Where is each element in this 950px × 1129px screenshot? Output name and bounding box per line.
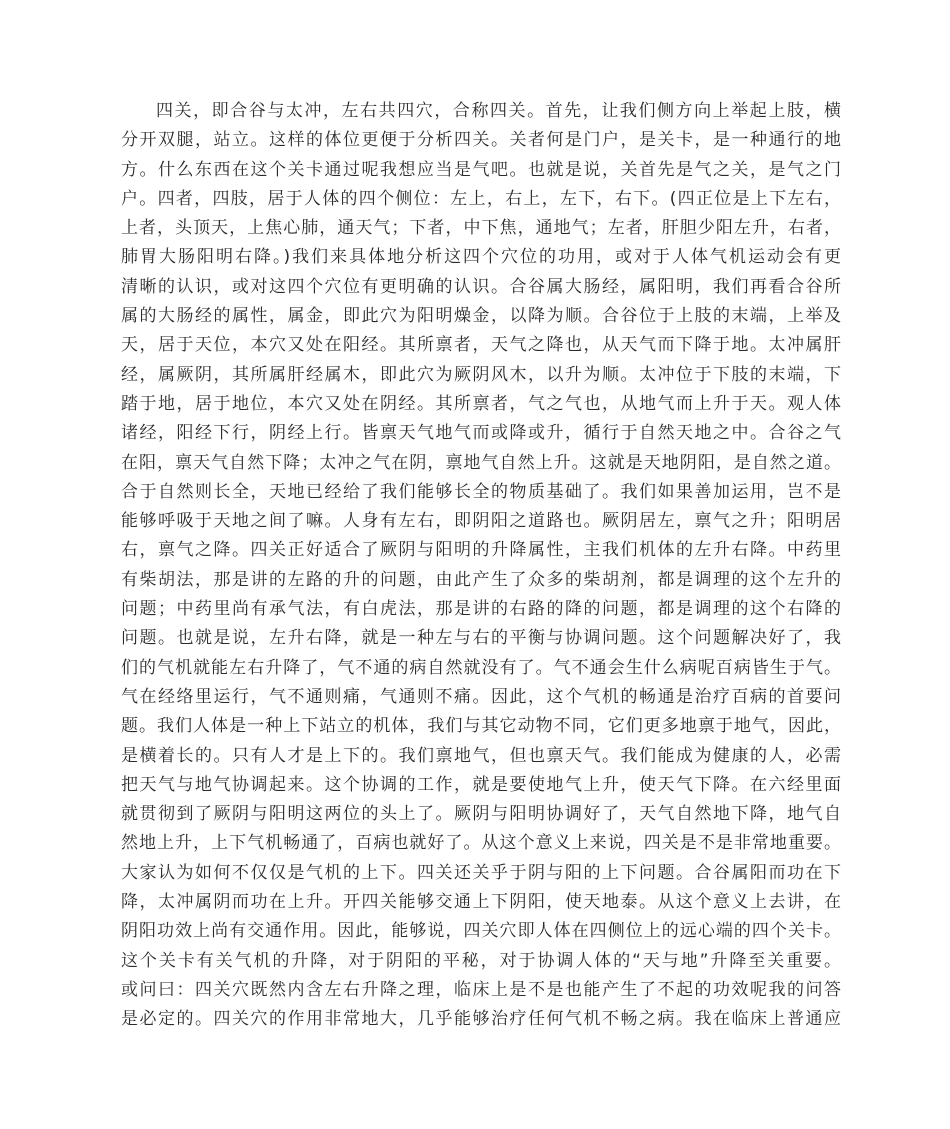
text-line: 天，居于天位，本穴又处在阳经。其所禀者，天气之降也，从天气而下降于地。太冲属肝 bbox=[121, 335, 841, 356]
text-line: 方。什么东西在这个关卡通过呢我想应当是气吧。也就是说，关首先是气之关，是气之门 bbox=[121, 159, 841, 180]
text-line: 是横着长的。只有人才是上下的。我们禀地气，但也禀天气。我们能成为健康的人，必需 bbox=[121, 745, 841, 766]
text-line: 在阳，禀天气自然下降；太冲之气在阴，禀地气自然上升。这就是天地阴阳，是自然之道。 bbox=[121, 452, 841, 473]
text-line: 属的大肠经的属性，属金，即此穴为阳明燥金，以降为顺。合谷位于上肢的末端，上举及 bbox=[121, 306, 841, 327]
text-line: 四关，即合谷与太冲，左右共四穴，合称四关。首先，让我们侧方向上举起上肢，横 bbox=[156, 101, 841, 121]
text-line: 右，禀气之降。四关正好适合了厥阴与阳明的升降属性，主我们机体的左升右降。中药里 bbox=[121, 540, 841, 561]
text-line: 上者，头顶天，上焦心肺，通天气；下者，中下焦，通地气；左者，肝胆少阳左升，右者， bbox=[121, 218, 841, 239]
text-line: 问题。也就是说，左升右降，就是一种左与右的平衡与协调问题。这个问题解决好了，我 bbox=[121, 628, 841, 649]
text-line: 分开双腿，站立。这样的体位更便于分析四关。关者何是门户，是关卡，是一种通行的地 bbox=[121, 130, 841, 151]
text-line: 户。四者，四肢，居于人体的四个侧位：左上，右上，左下，右下。(四正位是上下左右， bbox=[121, 188, 841, 209]
text-line: 然地上升，上下气机畅通了，百病也就好了。从这个意义上来说，四关是不是非常地重要。 bbox=[121, 833, 841, 854]
text-line: 踏于地，居于地位，本穴又处在阴经。其所禀者，气之气也，从地气而上升于天。观人体 bbox=[121, 393, 841, 414]
text-line: 们的气机就能左右升降了，气不通的病自然就没有了。气不通会生什么病呢百病皆生于气。 bbox=[121, 657, 841, 678]
text-line: 是必定的。四关穴的作用非常地大，几乎能够治疗任何气机不畅之病。我在临床上普通应 bbox=[121, 1009, 841, 1030]
text-line: 降，太冲属阴而功在上升。开四关能够交通上下阴阳，使天地泰。从这个意义上去讲，在 bbox=[121, 892, 841, 913]
text-line: 肺胃大肠阳明右降。)我们来具体地分析这四个穴位的功用，或对于人体气机运动会有更 bbox=[121, 247, 841, 268]
text-line: 问题；中药里尚有承气法，有白虎法，那是讲的右路的降的问题，都是调理的这个右降的 bbox=[121, 599, 841, 620]
text-line: 大家认为如何不仅仅是气机的上下。四关还关乎于阴与阳的上下问题。合谷属阳而功在下 bbox=[121, 862, 841, 883]
text-line: 阴阳功效上尚有交通作用。因此，能够说，四关穴即人体在四侧位上的远心端的四个关卡。 bbox=[121, 921, 841, 942]
text-line: 诸经，阳经下行，阴经上行。皆禀天气地气而或降或升，循行于自然天地之中。合谷之气 bbox=[121, 423, 841, 444]
text-line: 就贯彻到了厥阴与阳明这两位的头上了。厥阴与阳明协调好了，天气自然地下降，地气自 bbox=[121, 804, 841, 825]
text-line: 清晰的认识，或对这四个穴位有更明确的认识。合谷属大肠经，属阳明，我们再看合谷所 bbox=[121, 276, 841, 297]
text-line: 把天气与地气协调起来。这个协调的工作，就是要使地气上升，使天气下降。在六经里面 bbox=[121, 774, 841, 795]
text-line: 这个关卡有关气机的升降，对于阴阳的平秘，对于协调人体的“天与地”升降至关重要。 bbox=[121, 950, 841, 971]
text-line: 气在经络里运行，气不通则痛，气通则不痛。因此，这个气机的畅通是治疗百病的首要问 bbox=[121, 686, 841, 707]
body-text bbox=[121, 97, 841, 1035]
text-line: 或问曰：四关穴既然内含左右升降之理，临床上是不是也能产生了不起的功效呢我的问答 bbox=[121, 979, 841, 1000]
text-line: 题。我们人体是一种上下站立的机体，我们与其它动物不同，它们更多地禀于地气，因此， bbox=[121, 716, 841, 737]
text-line: 经，属厥阴，其所属肝经属木，即此穴为厥阴风木，以升为顺。太冲位于下肢的末端，下 bbox=[121, 364, 841, 385]
text-line: 有柴胡法，那是讲的左路的升的问题，由此产生了众多的柴胡剂，都是调理的这个左升的 bbox=[121, 569, 841, 590]
text-line: 合于自然则长全，天地已经给了我们能够长全的物质基础了。我们如果善加运用，岂不是 bbox=[121, 481, 841, 502]
text-line: 能够呼吸于天地之间了嘛。人身有左右，即阴阳之道路也。厥阴居左，禀气之升；阳明居 bbox=[121, 511, 841, 532]
